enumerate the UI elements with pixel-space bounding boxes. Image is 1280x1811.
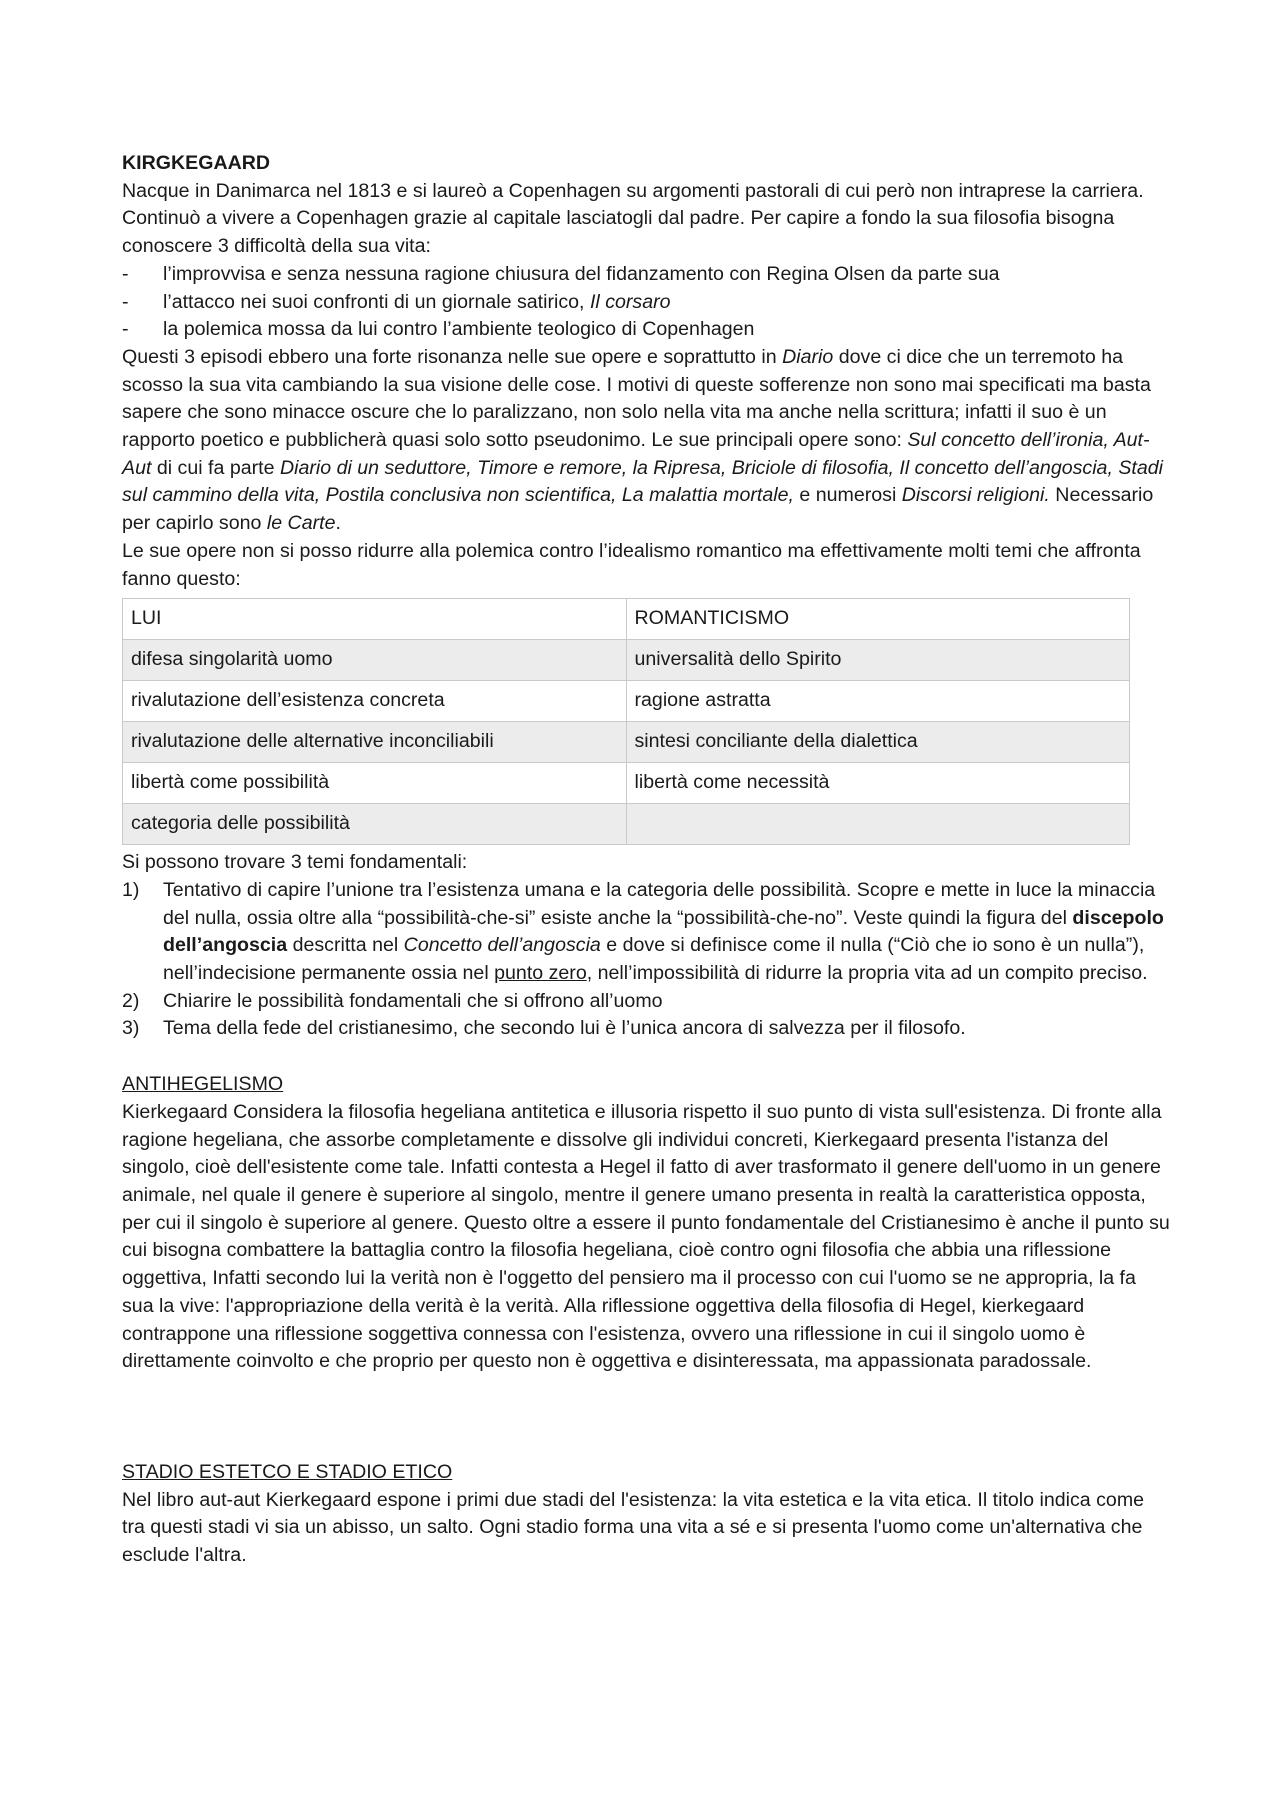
- text-run: .: [335, 512, 341, 535]
- list-item: - la polemica mossa da lui contro l’ambiente teologico di Copenhagen: [122, 316, 1172, 344]
- table-cell: rivalutazione dell’esistenza concreta: [123, 681, 627, 722]
- italic-run: Sul concetto dell’ironia, Aut-Aut: [122, 429, 1150, 479]
- table-row: [123, 804, 1130, 845]
- table-cell: categoria delle possibilità: [123, 804, 627, 845]
- section-paragraph: Nel libro aut-aut Kierkegaard espone i primi due stadi del l'esistenza: la vita estetica e la vita etica. Il titolo indica come tra questi stadi vi sia un abisso, un salto. Ogni stadio forma una vita a sé e si presenta l'uomo come un'alternativa che esclude l'altra.: [122, 1488, 1145, 1567]
- italic-run: Diario di un seduttore, Timore e remore, la Ripresa, Briciole di filosofia, Il concetto dell’angoscia, Stadi sul cammino della vita, Postila conclusiva non scientifica, La malattia mortale,: [122, 456, 1164, 507]
- text-run: di cui fa parte: [151, 456, 280, 479]
- list-number: 2): [122, 989, 140, 1012]
- text-run: Tema della fede del cristianesimo, che secondo lui è l’unica ancora di salvezza per il filosofo.: [163, 1017, 966, 1040]
- table-cell: [626, 804, 1130, 845]
- spacer: [122, 1043, 1172, 1071]
- text-run: , nell’impossibilità di ridurre la propria vita ad un compito preciso.: [586, 962, 1148, 985]
- list-item: [122, 1015, 1172, 1043]
- table-cell: rivalutazione delle alternative inconciliabili: [123, 722, 627, 763]
- table-cell: libertà come necessità: [626, 763, 1130, 804]
- list-item: [122, 988, 1172, 1016]
- text-run: Chiarire le possibilità fondamentali che si offrono all’uomo: [163, 989, 663, 1012]
- table-cell: difesa singolarità uomo: [123, 640, 627, 681]
- table-cell: universalità dello Spirito: [626, 640, 1130, 681]
- text-run: descritta nel: [287, 934, 404, 957]
- table-row: [123, 722, 1130, 763]
- table-header-cell: ROMANTICISMO: [626, 599, 1130, 640]
- spacer: [122, 1376, 1172, 1459]
- document-page: [122, 150, 1172, 1570]
- table-header-cell: LUI: [123, 599, 627, 640]
- text-run: e dove si definisce come il nulla (“Ciò che io sono è un nulla”), nell’indecisione permanente ossia nel: [163, 934, 1145, 985]
- list-item: [122, 877, 1172, 988]
- difficulties-list: [122, 261, 1172, 344]
- intro-paragraph: Nacque in Danimarca nel 1813 e si laureò a Copenhagen su argomenti pastorali di cui però non intraprese la carriera. Continuò a vivere a Copenhagen grazie al capitale lasciatogli dal padre. Per capire a fondo la sua filosofia bisogna conoscere 3 difficoltà della sua vita:: [122, 179, 1144, 258]
- section-heading-stadio: STADIO ESTETCO E STADIO ETICO: [122, 1460, 453, 1483]
- list-item: - l’improvvisa e senza nessuna ragione chiusura del fidanzamento con Regina Olsen da parte sua: [122, 261, 1172, 289]
- bold-run: discepolo dell’angoscia: [163, 906, 1164, 957]
- list-item-italic: Il corsaro: [589, 290, 671, 313]
- table-row: [123, 681, 1130, 722]
- themes-list: [122, 877, 1172, 1043]
- themes-intro-paragraph: Le sue opere non si posso ridurre alla polemica contro l’idealismo romantico ma effettivamente molti temi che affronta fanno questo:: [122, 539, 1141, 590]
- table-header-row: [123, 599, 1130, 640]
- comparison-table: [122, 598, 1130, 845]
- italic-run: le Carte: [266, 512, 336, 535]
- text-run: e numerosi: [793, 484, 902, 507]
- underlined-run: punto zero: [494, 962, 587, 985]
- italic-run: Concetto dell’angoscia: [403, 934, 601, 957]
- section-heading-antihegelismo: ANTIHEGELISMO: [122, 1073, 284, 1096]
- list-number: 3): [122, 1017, 140, 1040]
- table-row: [123, 640, 1130, 681]
- themes-heading: Si possono trovare 3 temi fondamentali:: [122, 851, 468, 874]
- table-row: [123, 763, 1130, 804]
- list-item: [122, 289, 1172, 317]
- list-item-text: l’attacco nei suoi confronti di un giornale satirico,: [163, 290, 590, 313]
- works-paragraph: [122, 344, 1172, 538]
- section-paragraph: Kierkegaard Considera la filosofia hegeliana antitetica e illusoria rispetto il suo punto di vista sull'esistenza. Di fronte alla ragione hegeliana, che assorbe completamente e dissolve gli individui concreti, Kierkegaard presenta l'istanza del singolo, cioè dell'esistente come tale. Infatti contesta a Hegel il fatto di aver trasformato il genere dell'uomo in un genere animale, nel quale il genere è superiore al singolo, mentre il genere umano presenta in realtà la caratteristica opposta, per cui il singolo è superiore al genere. Questo oltre a essere il punto fondamentale del Cristianesimo è anche il punto su cui bisogna combattere la battaglia contro la filosofia hegeliana, cioè contro ogni filosofia che abbia una riflessione oggettiva, Infatti secondo lui la verità non è l'oggetto del pensiero ma il processo con cui l'uomo se ne appropria, la fa sua la vive: l'appropriazione della verità è la verità. Alla riflessione oggettiva della filosofia di Hegel, kierkegaard contrappone una riflessione soggettiva connessa con l'esistenza, ovvero una riflessione in cui il singolo uomo è direttamente coinvolto e che proprio per questo non è oggettiva e disinteressata, ma appassionata paradossale.: [122, 1100, 1170, 1373]
- list-number: 1): [122, 878, 140, 901]
- text-run: Tentativo di capire l’unione tra l’esistenza umana e la categoria delle possibilità. Scopre e mette in luce la minaccia del nulla, ossia oltre alla “possibilità-che-si” esiste anche la “possibilità-che-no”. Veste quindi la figura del: [163, 878, 1156, 929]
- italic-run: Discorsi religioni.: [901, 484, 1050, 507]
- table-cell: libertà come possibilità: [123, 763, 627, 804]
- italic-run: Diario: [782, 345, 834, 368]
- text-run: Necessario per capirlo sono: [122, 484, 1154, 535]
- text-run: dove ci dice che un terremoto ha scosso la sua vita cambiando la sua visione delle cose. I motivi di queste sofferenze non sono mai specificati ma basta sapere che sono minacce oscure che lo paralizzano, non solo nella vita ma anche nella scrittura; infatti il suo è un rapporto poetico e pubblicherà quasi solo sotto pseudonimo. Le sue principali opere sono:: [122, 345, 1151, 452]
- table-cell: sintesi conciliante della dialettica: [626, 722, 1130, 763]
- text-run: Questi 3 episodi ebbero una forte risonanza nelle sue opere e soprattutto in: [122, 345, 783, 368]
- table-cell: ragione astratta: [626, 681, 1130, 722]
- document-title: KIRGKEGAARD: [122, 152, 271, 174]
